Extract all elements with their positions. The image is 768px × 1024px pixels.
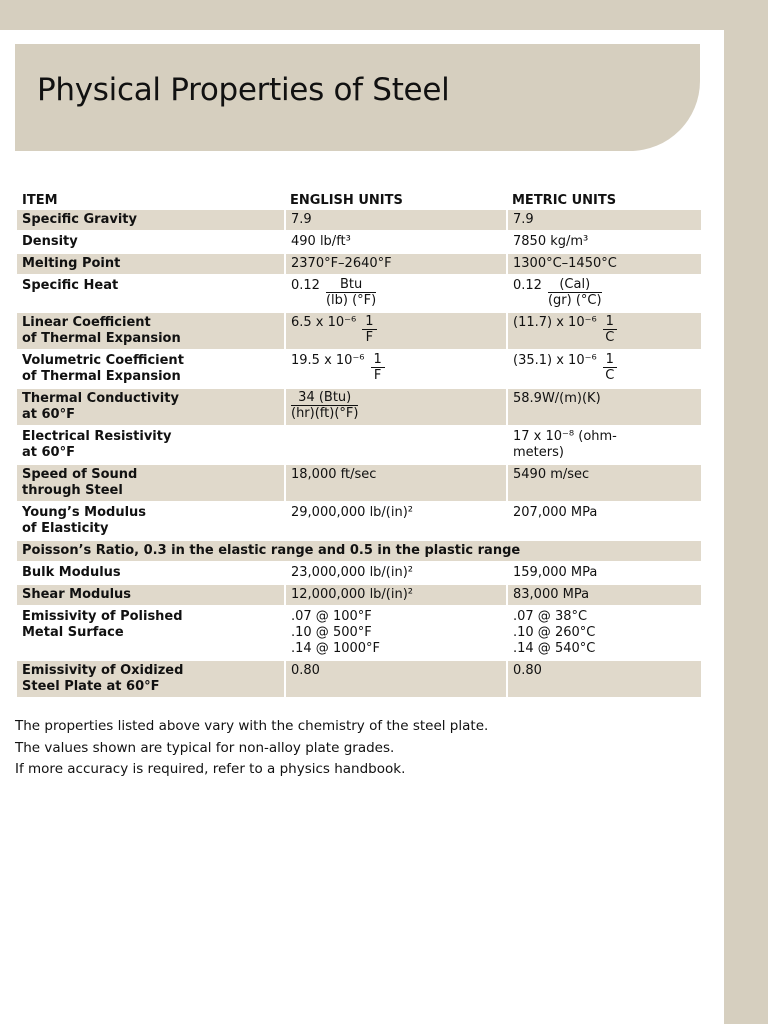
item-line: of Elasticity [22,521,109,536]
row-item-label: Bulk Modulus [17,562,285,584]
row-english-value: 29,000,000 lb/(in)² [285,502,507,540]
table-row [17,253,701,275]
row-english-value [285,275,507,312]
row-english-value: 2370°F–2640°F [285,253,507,275]
row-english-value [285,606,507,660]
row-english-value: 0.80 [285,660,507,698]
table-row [17,660,701,698]
item-line: Linear Coefficient [22,315,151,330]
value-line: .10 @ 500°F [291,625,372,640]
row-english-value: 7.9 [285,210,507,231]
row-metric-value [507,426,701,464]
row-metric-value: 5490 m/sec [507,464,701,502]
value-line: .07 @ 100°F [291,609,372,624]
item-line: through Steel [22,483,123,498]
table-row [17,210,701,231]
row-metric-value: 58.9W/(m)(K) [507,388,701,426]
title-band [15,44,700,151]
table-row [17,231,701,253]
row-metric-value [507,312,701,350]
row-metric-value: 207,000 MPa [507,502,701,540]
table-row [17,502,701,540]
fraction-denominator: (lb) (°F) [325,293,377,308]
item-line: Thermal Conductivity [22,391,179,406]
row-english-value: 490 lb/ft³ [285,231,507,253]
row-item-label: Density [17,231,285,253]
row-item-label [17,502,285,540]
notes [15,716,488,781]
fraction-denominator: C [605,330,615,345]
row-item-label: Specific Gravity [17,210,285,231]
item-line: Electrical Resistivity [22,429,172,444]
document-page [0,30,724,1024]
item-line: Emissivity of Oxidized [22,663,184,678]
fraction-numerator: 1 [603,315,617,330]
fraction-numerator: 34 (Btu) [291,391,358,406]
row-item-label [17,312,285,350]
row-english-value: 12,000,000 lb/(in)² [285,584,507,606]
row-item-label: Specific Heat [17,275,285,312]
item-line: Volumetric Coefficient [22,353,184,368]
row-item-label [17,426,285,464]
coefficient: (35.1) x 10⁻⁶ [513,353,597,368]
row-english-value [285,312,507,350]
row-metric-value [507,350,701,388]
fraction-numerator: Btu [326,278,376,293]
fraction-denominator: (gr) (°C) [547,293,602,308]
row-item-label [17,388,285,426]
item-line: of Thermal Expansion [22,331,181,346]
properties-table [17,190,701,699]
fraction-denominator: F [373,368,382,383]
row-item-label [17,350,285,388]
row-metric-value: 1300°C–1450°C [507,253,701,275]
row-metric-value: 83,000 MPa [507,584,701,606]
table-row [17,606,701,660]
row-english-value [285,426,507,464]
item-line: Metal Surface [22,625,124,640]
page-title: Physical Properties of Steel [37,72,450,108]
unit-fraction [371,353,385,384]
row-metric-value: 0.80 [507,660,701,698]
value-line: .14 @ 540°C [513,641,596,656]
row-metric-value [507,606,701,660]
fraction-denominator: C [605,368,615,383]
row-item-label [17,606,285,660]
fraction-numerator: 1 [603,353,617,368]
unit-fraction [603,315,617,346]
note-line: If more accuracy is required, refer to a physics handbook. [15,761,406,777]
item-line: at 60°F [22,445,75,460]
fraction-denominator: F [365,330,374,345]
table-row [17,584,701,606]
coefficient: 0.12 [291,278,320,293]
table-row [17,562,701,584]
table-row [17,350,701,388]
value-line: 17 x 10⁻⁸ (ohm- [513,429,617,444]
fraction-numerator: 1 [362,315,376,330]
table-row [17,464,701,502]
coefficient: 19.5 x 10⁻⁶ [291,353,365,368]
fraction-denominator: (hr)(ft)(°F) [291,406,359,421]
header-metric-units: METRIC UNITS [507,190,701,210]
row-english-value: 23,000,000 lb/(in)² [285,562,507,584]
value-line: meters) [513,445,564,460]
value-line: .10 @ 260°C [513,625,596,640]
row-item-label [17,660,285,698]
item-line: of Thermal Expansion [22,369,181,384]
unit-fraction [291,391,358,422]
unit-fraction [603,353,617,384]
note-line: The values shown are typical for non-alloy plate grades. [15,739,395,756]
table-header-row [17,190,701,210]
row-english-value [285,350,507,388]
poissons-ratio-row: Poisson’s Ratio, 0.3 in the elastic range and 0.5 in the plastic range [17,540,701,562]
item-line: Emissivity of Polished [22,609,183,624]
table-row [17,312,701,350]
coefficient: 6.5 x 10⁻⁶ [291,315,357,330]
value-line: .07 @ 38°C [513,609,588,624]
table-row [17,540,701,562]
row-english-value [285,388,507,426]
header-item: ITEM [17,190,285,210]
header-english-units: ENGLISH UNITS [285,190,507,210]
row-item-label: Shear Modulus [17,584,285,606]
unit-fraction [326,278,376,309]
row-metric-value: 7850 kg/m³ [507,231,701,253]
item-line: at 60°F [22,407,75,422]
row-metric-value [507,275,701,312]
note-line: The properties listed above vary with the chemistry of the steel plate. [15,718,489,734]
item-line: Steel Plate at 60°F [22,679,160,694]
row-metric-value: 7.9 [507,210,701,231]
unit-fraction [362,315,376,346]
row-metric-value: 159,000 MPa [507,562,701,584]
table-row [17,388,701,426]
row-item-label [17,464,285,502]
row-item-label: Melting Point [17,253,285,275]
fraction-numerator: 1 [371,353,385,368]
item-line: Young’s Modulus [22,505,147,520]
coefficient: 0.12 [513,278,542,293]
unit-fraction [548,278,602,309]
item-line: Speed of Sound [22,467,138,482]
coefficient: (11.7) x 10⁻⁶ [513,315,597,330]
value-line: .14 @ 1000°F [291,641,381,656]
row-english-value: 18,000 ft/sec [285,464,507,502]
fraction-numerator: (Cal) [548,278,602,293]
table-row [17,426,701,464]
table-row [17,275,701,312]
